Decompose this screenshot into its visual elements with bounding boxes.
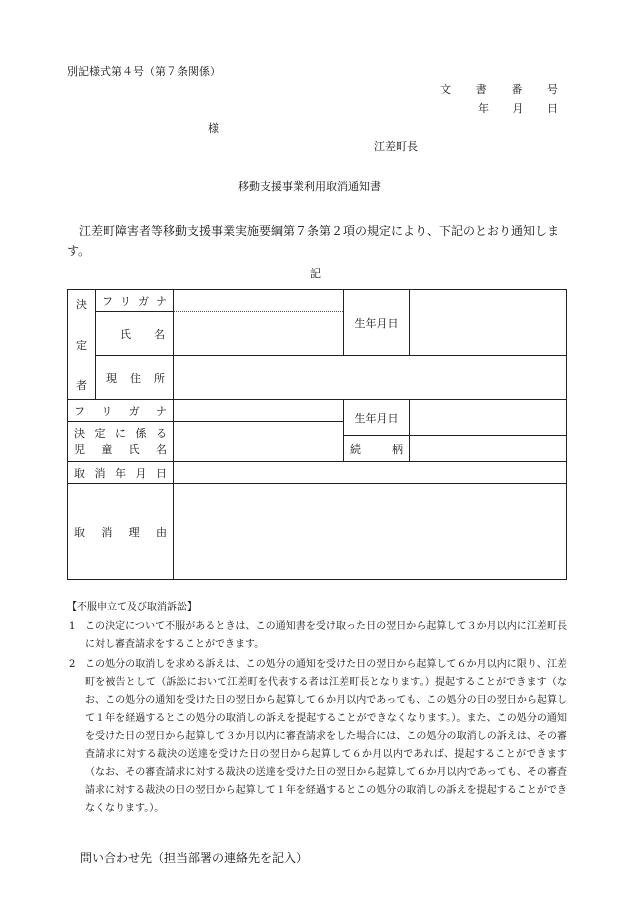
cancel-date-char: 年	[115, 466, 126, 480]
furigana-char: ガ	[128, 404, 140, 418]
child-label-char: 童	[101, 442, 113, 456]
child-label-char: 決	[74, 426, 85, 440]
doc-number-char: 番	[511, 83, 523, 96]
child-birthdate-label-cell	[344, 400, 410, 436]
cancel-date-char: 日	[156, 466, 167, 480]
child-furigana-value-cell	[174, 400, 344, 422]
child-name-label-cell	[68, 422, 174, 462]
notes-heading: 【不服申立て及び取消訴訟】	[67, 602, 197, 613]
child-label-char: 定	[94, 426, 106, 440]
child-furigana-label-cell	[68, 400, 174, 422]
note-item	[67, 618, 567, 654]
furigana-char: フ	[102, 294, 113, 308]
birthdate-label-cell	[344, 290, 410, 356]
decided-person-char: 者	[76, 379, 87, 392]
furigana-char: ナ	[155, 404, 167, 418]
child-label-char: 名	[155, 442, 167, 456]
intro-text: 江差町障害者等移動支援事業実施要綱第７条第２項の規定により、下記のとおり通知します。	[67, 224, 560, 258]
cancel-reason-char: 消	[101, 525, 113, 539]
ki-label: 記	[310, 267, 321, 280]
furigana-char: ナ	[156, 294, 167, 308]
address-label-cell	[96, 356, 174, 400]
application-table	[67, 289, 567, 580]
address-char: 住	[130, 371, 141, 385]
child-label-char: 氏	[128, 442, 140, 456]
cancel-reason-char: 理	[128, 525, 140, 539]
decided-person-char: 定	[76, 338, 87, 352]
addressee-suffix: 様	[208, 122, 219, 135]
name-label-cell	[96, 312, 174, 356]
note-text: この処分の取消しを求める訴えは、この処分の通知を受けた日の翌日から起算して６か月以内に限り、江差町を被告として（訴訟において江差町を代表する者は江差町長となります。）提起することができます（なお、この処分の通知を受けた日の翌日から起算して６か月以内であっても、この処分の日の翌日から起算して１年を経過するとこの処分の取消しの訴えを提起することができなくなります。）。また、この処分の通知を受けた日の翌日から起算して３か月以内に審査請求をした場合には、この処分の取消しの訴えは、その審査請求に対する裁決の送達を受けた日の翌日から起算して６か月以内であれば、提起することができます（なお、その審査請求に対する裁決の送達を受けた日の翌日から起算して６か月以内であっても、その審査請求に対する裁決の日の翌日から起算して１年を経過するとこの処分の取消しの訴えを提起することができなくなります。）。	[85, 659, 567, 814]
cancel-reason-value-cell	[174, 484, 567, 580]
birthdate-label: 生年月日	[354, 316, 399, 330]
document-number-label	[440, 81, 558, 97]
note-number: 1	[69, 621, 76, 632]
date-month: 月	[512, 102, 524, 115]
relation-char: 続	[350, 442, 361, 456]
address-char: 所	[154, 371, 165, 385]
address-char: 現	[106, 371, 117, 385]
cancel-date-value-cell	[174, 462, 567, 484]
relation-char: 柄	[392, 442, 403, 456]
furigana-char: フ	[74, 404, 85, 418]
birthdate-label: 生年月日	[354, 411, 399, 425]
cancel-reason-label-cell	[68, 484, 174, 580]
document-title: 移動支援事業利用取消通知書	[238, 180, 381, 193]
cancel-date-char: 月	[135, 466, 147, 480]
cancel-reason-char: 取	[74, 525, 85, 539]
form-number: 別記様式第４号（第７条関係）	[67, 65, 221, 78]
cancel-date-char: 消	[94, 466, 106, 480]
date-year: 年	[478, 102, 489, 115]
doc-number-char: 文	[440, 83, 451, 96]
note-item	[67, 656, 567, 818]
cancel-reason-char: 由	[155, 525, 167, 539]
cancel-date-label-cell	[68, 462, 174, 484]
address-value-cell	[174, 356, 567, 400]
name-value-cell	[174, 312, 344, 356]
child-label-char: る	[156, 426, 167, 440]
date-label	[478, 100, 558, 116]
furigana-char: ガ	[138, 294, 149, 308]
note-number: 2	[69, 659, 76, 670]
note-text: この決定について不服があるときは、この通知書を受け取った日の翌日から起算して３か月以内に江差町長に対し審査請求をすることができます。	[85, 621, 567, 650]
decided-person-char: 決	[76, 298, 87, 311]
name-char: 氏	[120, 327, 131, 341]
relation-label-cell	[344, 436, 410, 462]
furigana-char: リ	[120, 294, 131, 308]
child-birthdate-value-cell	[410, 400, 567, 436]
issuer: 江差町長	[374, 140, 418, 153]
date-day: 日	[547, 102, 558, 115]
child-label-char: 係	[135, 426, 147, 440]
child-name-value-cell	[174, 422, 344, 462]
furigana-label-cell	[96, 290, 174, 312]
child-label-char: に	[115, 426, 126, 440]
doc-number-char: 号	[546, 83, 558, 96]
birthdate-value-cell	[410, 290, 567, 356]
decided-person-label-cell	[68, 290, 96, 400]
name-char: 名	[154, 327, 165, 341]
doc-number-char: 書	[475, 83, 487, 96]
furigana-char: リ	[101, 404, 113, 418]
contact-info: 問い合わせ先（担当部署の連絡先を記入）	[80, 851, 309, 865]
relation-value-cell	[410, 436, 567, 462]
child-label-char: 児	[74, 442, 85, 456]
furigana-value-cell	[174, 290, 344, 312]
cancel-date-char: 取	[74, 466, 85, 480]
